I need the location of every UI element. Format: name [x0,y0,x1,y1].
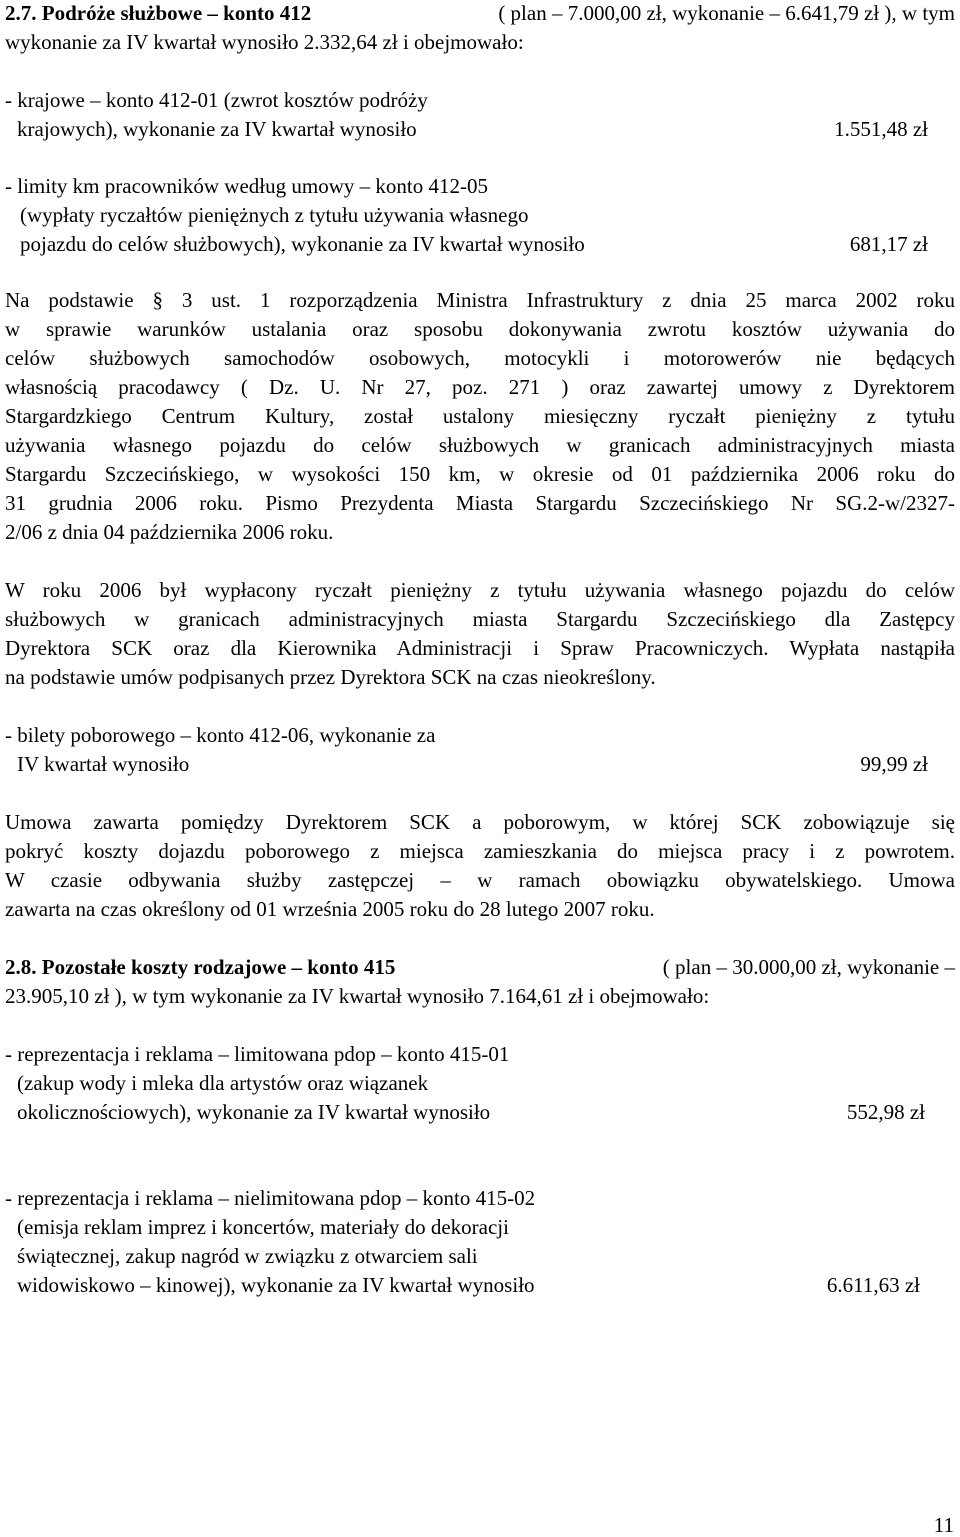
item-415-02-line3: świątecznej, zakup nagród w związku z otwarciem sali [17,1244,478,1268]
section-2-8-heading [5,957,955,978]
item-412-06-line1: - bilety poborowego – konto 412-06, wykonanie za [5,723,436,747]
item-415-02-line4: widowiskowo – kinowej), wykonanie za IV kwartał wynosiło [17,1273,535,1297]
para3-line: W czasie odbywania służby zastępczej – w ramach obowiązku obywatelskiego. Umowa [5,868,955,892]
para2-line: służbowych w granicach administracyjnych miasta Stargardu Szczecińskiego dla Zastępcy [5,607,955,631]
section-2-7-line2: wykonanie za IV kwartał wynosiło 2.332,64 zł i obejmowało: [5,30,524,54]
section-2-8-title: 2.8. Pozostałe koszty rodzajowe – konto 415 [5,955,396,979]
item-415-02-amount: 6.611,63 zł [826,1273,920,1297]
para1-line: Stargardu Szczecińskiego, w wysokości 150 km, w okresie od 01 października 2006 roku do [5,462,955,486]
item-415-01-amount: 552,98 zł [846,1100,925,1124]
section-2-7-summary: ( plan – 7.000,00 zł, wykonanie – 6.641,79 zł ), w tym [498,1,955,25]
para1-line: w sprawie warunków ustalania oraz sposobu dokonywania zwrotu kosztów używania do [5,317,955,341]
item-412-06-amount: 99,99 zł [860,752,928,776]
item-415-02-line1: - reprezentacja i reklama – nielimitowana pdop – konto 415-02 [5,1186,536,1210]
para2-line: W roku 2006 był wypłacony ryczałt pieniężny z tytułu używania własnego pojazdu do celów [5,578,955,602]
para3-line: zawarta na czas określony od 01 września 2005 roku do 28 lutego 2007 roku. [5,897,655,921]
para1-line: celów służbowych samochodów osobowych, motocykli i motorowerów nie będących [5,346,955,370]
item-412-01-line1: - krajowe – konto 412-01 (zwrot kosztów podróży [5,88,428,112]
para1-line: używania własnego pojazdu do celów służbowych w granicach administracyjnych miasta [5,433,955,457]
item-412-05-line2: (wypłaty ryczałtów pieniężnych z tytułu używania własnego [20,203,529,227]
para3-line: pokryć koszty dojazdu poborowego z miejsca zamieszkania do miejsca pracy i z powrotem. [5,839,955,863]
para2-line: na podstawie umów podpisanych przez Dyrektora SCK na czas nieokreślony. [5,665,656,689]
page-number: 11 [933,1513,954,1537]
section-2-8-line2: 23.905,10 zł ), w tym wykonanie za IV kwartał wynosiło 7.164,61 zł i obejmowało: [5,984,710,1008]
section-2-8-summary: ( plan – 30.000,00 zł, wykonanie – [662,955,955,979]
para1-line: własnością pracodawcy ( Dz. U. Nr 27, poz. 271 ) oraz zawartej umowy z Dyrektorem [5,375,955,399]
section-2-7-title: 2.7. Podróże służbowe – konto 412 [5,1,312,25]
item-415-01-line1: - reprezentacja i reklama – limitowana pdop – konto 415-01 [5,1042,510,1066]
para1-line: Na podstawie § 3 ust. 1 rozporządzenia Ministra Infrastruktury z dnia 25 marca 2002 roku [5,288,955,312]
item-412-05-line3: pojazdu do celów służbowych), wykonanie za IV kwartał wynosiło [20,232,585,256]
section-2-7-heading [5,3,955,24]
item-412-05-line1: - limity km pracowników według umowy – konto 412-05 [5,174,488,198]
item-412-01-line2: krajowych), wykonanie za IV kwartał wynosiło [17,117,417,141]
item-415-01-line2: (zakup wody i mleka dla artystów oraz wiązanek [17,1071,429,1095]
para1-line: Stargardzkiego Centrum Kultury, został ustalony miesięczny ryczałt pieniężny z tytułu [5,404,955,428]
para3-line: Umowa zawarta pomiędzy Dyrektorem SCK a poborowym, w której SCK zobowiązuje się [5,810,955,834]
item-415-01-line3: okolicznościowych), wykonanie za IV kwartał wynosiło [17,1100,491,1124]
para1-line: 31 grudnia 2006 roku. Pismo Prezydenta Miasta Stargardu Szczecińskiego Nr SG.2-w/2327- [5,491,955,515]
item-415-02-line2: (emisja reklam imprez i koncertów, materiały do dekoracji [17,1215,509,1239]
para2-line: Dyrektora SCK oraz dla Kierownika Administracji i Spraw Pracowniczych. Wypłata nastąpiła [5,636,955,660]
para1-line: 2/06 z dnia 04 października 2006 roku. [5,520,334,544]
item-412-05-amount: 681,17 zł [849,232,928,256]
item-412-01-amount: 1.551,48 zł [834,117,928,141]
item-412-06-line2: IV kwartał wynosiło [17,752,190,776]
